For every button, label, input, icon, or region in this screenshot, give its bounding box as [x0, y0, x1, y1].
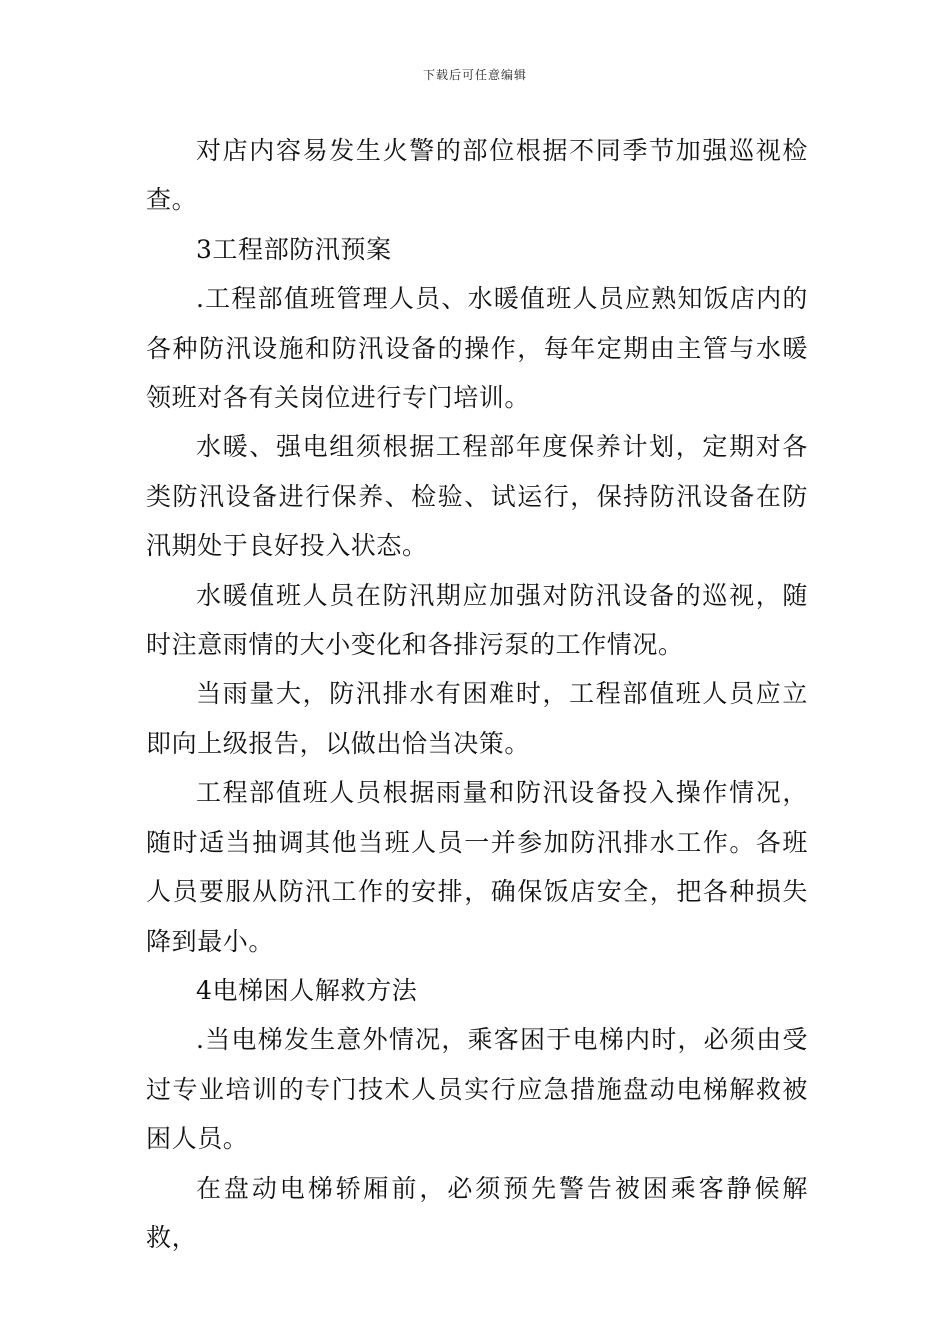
paragraph-flood-patrol: 水暖值班人员在防汛期应加强对防汛设备的巡视，随时注意雨情的大小变化和各排污泵的工作情况。 [146, 580, 808, 660]
paragraph-flood-report: 当雨量大，防汛排水有困难时，工程部值班人员应立即向上级报告，以做出恰当决策。 [146, 679, 808, 758]
section-heading-flood-plan: 3工程部防汛预案 [196, 234, 392, 264]
paragraph-flood-maintenance: 水暖、强电组须根据工程部年度保养计划，定期对各类防汛设备进行保养、检验、试运行，保持防汛设备在防汛期处于良好投入状态。 [146, 432, 808, 561]
paragraph-elevator-rescue: .当电梯发生意外情况，乘客困于电梯内时，必须由受过专业培训的专门技术人员实行应急措施盘动电梯解救被困人员。 [146, 1025, 808, 1154]
paragraph-flood-training: .工程部值班管理人员、水暖值班人员应熟知饭店内的各种防汛设施和防汛设备的操作，每年定期由主管与水暖领班对各有关岗位进行专门培训。 [146, 284, 808, 413]
paragraph-elevator-warning: 在盘动电梯轿厢前，必须预先警告被困乘客静候解救， [146, 1173, 808, 1252]
paragraph-flood-staffing: 工程部值班人员根据雨量和防汛设备投入操作情况，随时适当抽调其他当班人员一并参加防汛排水工作。各班人员要服从防汛工作的安排，确保饭店安全，把各种损失降到最小。 [146, 778, 808, 956]
page-header: 下载后可任意编辑 [422, 68, 527, 82]
document-body [146, 126, 808, 1262]
paragraph-fire-inspection: 对店内容易发生火警的部位根据不同季节加强巡视检查。 [146, 136, 808, 215]
section-heading-elevator-rescue: 4电梯困人解救方法 [196, 975, 418, 1005]
